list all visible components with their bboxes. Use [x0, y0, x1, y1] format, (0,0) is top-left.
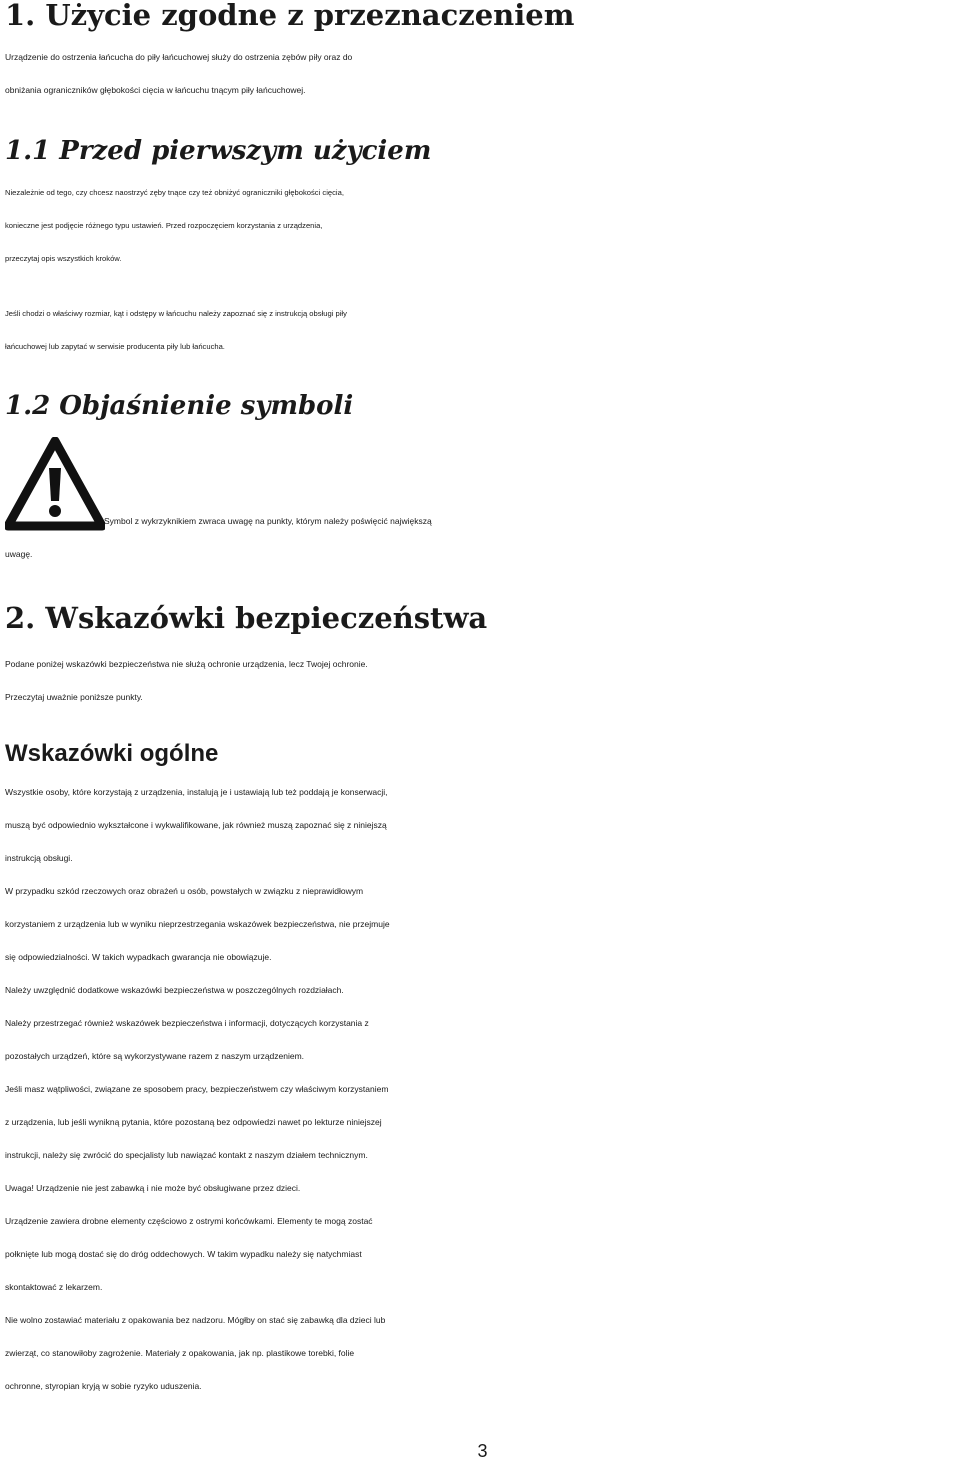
text-line: przeczytaj opis wszystkich kroków. — [5, 254, 122, 263]
text-line: pozostałych urządzeń, które są wykorzystywane razem z naszym urządzeniem. — [5, 1051, 305, 1061]
text-line: Wszystkie osoby, które korzystają z urządzenia, instalują je i ustawiają lub też poddają je konserwacji, — [5, 787, 388, 797]
text-line: Urządzenie zawiera drobne elementy częściowo z ostrymi końcówkami. Elementy te mogą zostać — [5, 1216, 373, 1226]
symbol-explanation — [5, 505, 960, 571]
text-line: Jeśli masz wątpliwości, związane ze sposobem pracy, bezpieczeństwem czy właściwym korzystaniem — [5, 1084, 389, 1094]
text-line: ochronne, styropian kryją w sobie ryzyko uduszenia. — [5, 1381, 202, 1391]
text-line: muszą być odpowiednio wykształcone i wykwalifikowane, jak również muszą zapoznać się z niniejszą — [5, 820, 387, 830]
section-1-paragraph — [5, 41, 960, 107]
text-line: korzystaniem z urządzenia lub w wyniku nieprzestrzegania wskazówek bezpieczeństwa, nie przejmuje — [5, 919, 390, 929]
text-line: Przeczytaj uważnie poniższe punkty. — [5, 692, 143, 702]
section-2-heading: 2. Wskazówki bezpieczeństwa — [5, 601, 488, 635]
general-safety-heading: Wskazówki ogólne — [5, 740, 219, 767]
text-line: skontaktować z lekarzem. — [5, 1282, 103, 1292]
text-line: Należy przestrzegać również wskazówek bezpieczeństwa i informacji, dotyczących korzystania z — [5, 1018, 369, 1028]
section-1-1-paragraph-2 — [5, 297, 960, 363]
text-line: Niezależnie od tego, czy chcesz naostrzyć zęby tnące czy też obniżyć ograniczniki głębokości cięcia, — [5, 188, 344, 197]
text-line: się odpowiedzialności. W takich wypadkach gwarancja nie obowiązuje. — [5, 952, 272, 962]
text-line: Należy uwzględnić dodatkowe wskazówki bezpieczeństwa w poszczególnych rozdziałach. — [5, 985, 344, 995]
page-number: 3 — [477, 1441, 488, 1461]
text-line: W przypadku szkód rzeczowych oraz obrażeń u osób, powstałych w związku z nieprawidłowym — [5, 886, 364, 896]
text-line: połknięte lub mogą dostać się do dróg oddechowych. W takim wypadku należy się natychmiast — [5, 1249, 362, 1259]
text-line: Nie wolno zostawiać materiału z opakowania bez nadzoru. Mógłby on stać się zabawką dla dzieci lub — [5, 1315, 386, 1325]
text-line: Urządzenie do ostrzenia łańcucha do piły łańcuchowej służy do ostrzenia zębów piły oraz do — [5, 52, 353, 62]
section-1-heading: 1. Użycie zgodne z przeznaczeniem — [5, 0, 575, 32]
text-line: instrukcji, należy się zwrócić do specjalisty lub nawiązać kontakt z naszym działem technicznym. — [5, 1150, 368, 1160]
general-safety-text — [5, 776, 960, 1403]
text-line: z urządzenia, lub jeśli wynikną pytania, które pozostaną bez odpowiedzi nawet po lekturze niniejszej — [5, 1117, 382, 1127]
section-2-intro — [5, 648, 960, 714]
section-1-1-paragraph-1 — [5, 176, 960, 275]
text-line: zwierząt, co stanowiłoby zagrożenie. Materiały z opakowania, jak np. plastikowe torebki, folie — [5, 1348, 355, 1358]
text-line: Jeśli chodzi o właściwy rozmiar, kąt i odstępy w łańcuchu należy zapoznać się z instrukcją obsługi piły — [5, 309, 347, 318]
section-1-1-heading: 1.1 Przed pierwszym użyciem — [5, 136, 432, 166]
text-line: łańcuchowej lub zapytać w serwisie producenta piły lub łańcucha. — [5, 342, 225, 351]
text-line: konieczne jest podjęcie różnego typu ustawień. Przed rozpoczęciem korzystania z urządzenia, — [5, 221, 323, 230]
symbol-description-line: uwagę. — [5, 549, 33, 559]
text-line: Podane poniżej wskazówki bezpieczeństwa nie służą ochronie urządzenia, lecz Twojej ochronie. — [5, 659, 368, 669]
symbol-description-line: Symbol z wykrzyknikiem zwraca uwagę na punkty, którym należy poświęcić największą — [104, 516, 432, 526]
text-line: instrukcją obsługi. — [5, 853, 73, 863]
text-line: obniżania ograniczników głębokości cięcia w łańcuchu tnącym piły łańcuchowej. — [5, 85, 306, 95]
text-line: Uwaga! Urządzenie nie jest zabawką i nie może być obsługiwane przez dzieci. — [5, 1183, 301, 1193]
section-1-2-heading: 1.2 Objaśnienie symboli — [5, 391, 354, 421]
